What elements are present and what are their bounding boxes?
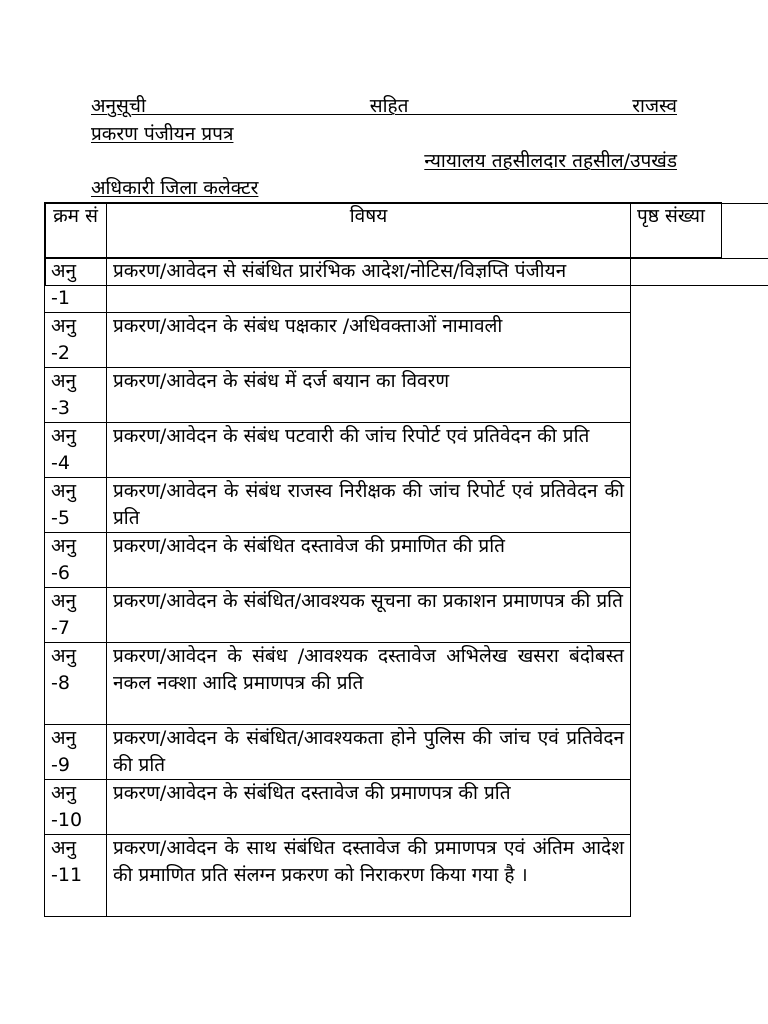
heading-line-3: न्यायालय तहसीलदार तहसील/उपखंड xyxy=(424,150,677,172)
row-subject: प्रकरण/आवेदन के संबंध /आवश्यक दस्तावेज अभिलेख खसरा बंदोबस्त नकल नक्शा आदि प्रमाणपत्र की प्रति xyxy=(107,643,631,725)
row-serial-number: अनु -11 xyxy=(45,835,107,917)
row-subject: प्रकरण/आवेदन के संबंधित/आवश्यकता होने पुलिस की जांच एवं प्रतिवेदन की प्रति xyxy=(107,725,631,780)
table-row xyxy=(45,725,722,780)
heading-line-2: प्रकरण पंजीयन प्रपत्र xyxy=(91,123,234,145)
row-serial-number: अनु -10 xyxy=(45,780,107,835)
row-serial-number: अनु -7 xyxy=(45,588,107,643)
row-serial-number: अनु -2 xyxy=(45,313,107,368)
row-subject: प्रकरण/आवेदन से संबंधित प्रारंभिक आदेश/नोटिस/विज्ञप्ति पंजीयन xyxy=(107,258,631,313)
row-page-number xyxy=(45,203,768,286)
heading-line-4: अधिकारी जिला कलेक्टर xyxy=(91,177,259,199)
table-row xyxy=(45,643,722,725)
row-serial-number: अनु -4 xyxy=(45,423,107,478)
header-page-number: पृष्ठ संख्या xyxy=(631,203,722,258)
row-subject: प्रकरण/आवेदन के संबंध राजस्व निरीक्षक की जांच रिपोर्ट एवं प्रतिवेदन की प्रति xyxy=(107,478,631,533)
row-subject: प्रकरण/आवेदन के संबंधित दस्तावेज की प्रमाणित की प्रति xyxy=(107,533,631,588)
row-subject: प्रकरण/आवेदन के संबंधित दस्तावेज की प्रमाणपत्र की प्रति xyxy=(107,780,631,835)
annexure-table xyxy=(44,202,722,917)
row-serial-number: अनु -5 xyxy=(45,478,107,533)
row-serial-number: अनु -9 xyxy=(45,725,107,780)
heading-line-1: अनुसूची सहित राजस्व xyxy=(91,95,677,117)
row-subject: प्रकरण/आवेदन के संबंध में दर्ज बयान का विवरण xyxy=(107,368,631,423)
row-subject: प्रकरण/आवेदन के संबंध पक्षकार /अधिवक्ताओं नामावली xyxy=(107,313,631,368)
table-row xyxy=(45,588,722,643)
table-row xyxy=(45,368,722,423)
table-row xyxy=(45,478,722,533)
table-row xyxy=(45,780,722,835)
row-subject: प्रकरण/आवेदन के संबंध पटवारी की जांच रिपोर्ट एवं प्रतिवेदन की प्रति xyxy=(107,423,631,478)
row-serial-number: अनु -8 xyxy=(45,643,107,725)
row-serial-number: अनु -3 xyxy=(45,368,107,423)
row-subject: प्रकरण/आवेदन के साथ संबंधित दस्तावेज की प्रमाणपत्र एवं अंतिम आदेश की प्रमाणित प्रति संलग्न प्रकरण को निराकरण किया गया है । xyxy=(107,835,631,917)
table-row xyxy=(45,423,722,478)
table-row xyxy=(45,313,722,368)
row-subject: प्रकरण/आवेदन के संबंधित/आवश्यक सूचना का प्रकाशन प्रमाणपत्र की प्रति xyxy=(107,588,631,643)
table-row xyxy=(45,533,722,588)
header-subject: विषय xyxy=(107,203,631,258)
table-row xyxy=(45,835,722,917)
header-serial-number: क्रम सं xyxy=(45,203,107,258)
row-serial-number: अनु -6 xyxy=(45,533,107,588)
row-serial-number: अनु -1 xyxy=(45,258,107,313)
